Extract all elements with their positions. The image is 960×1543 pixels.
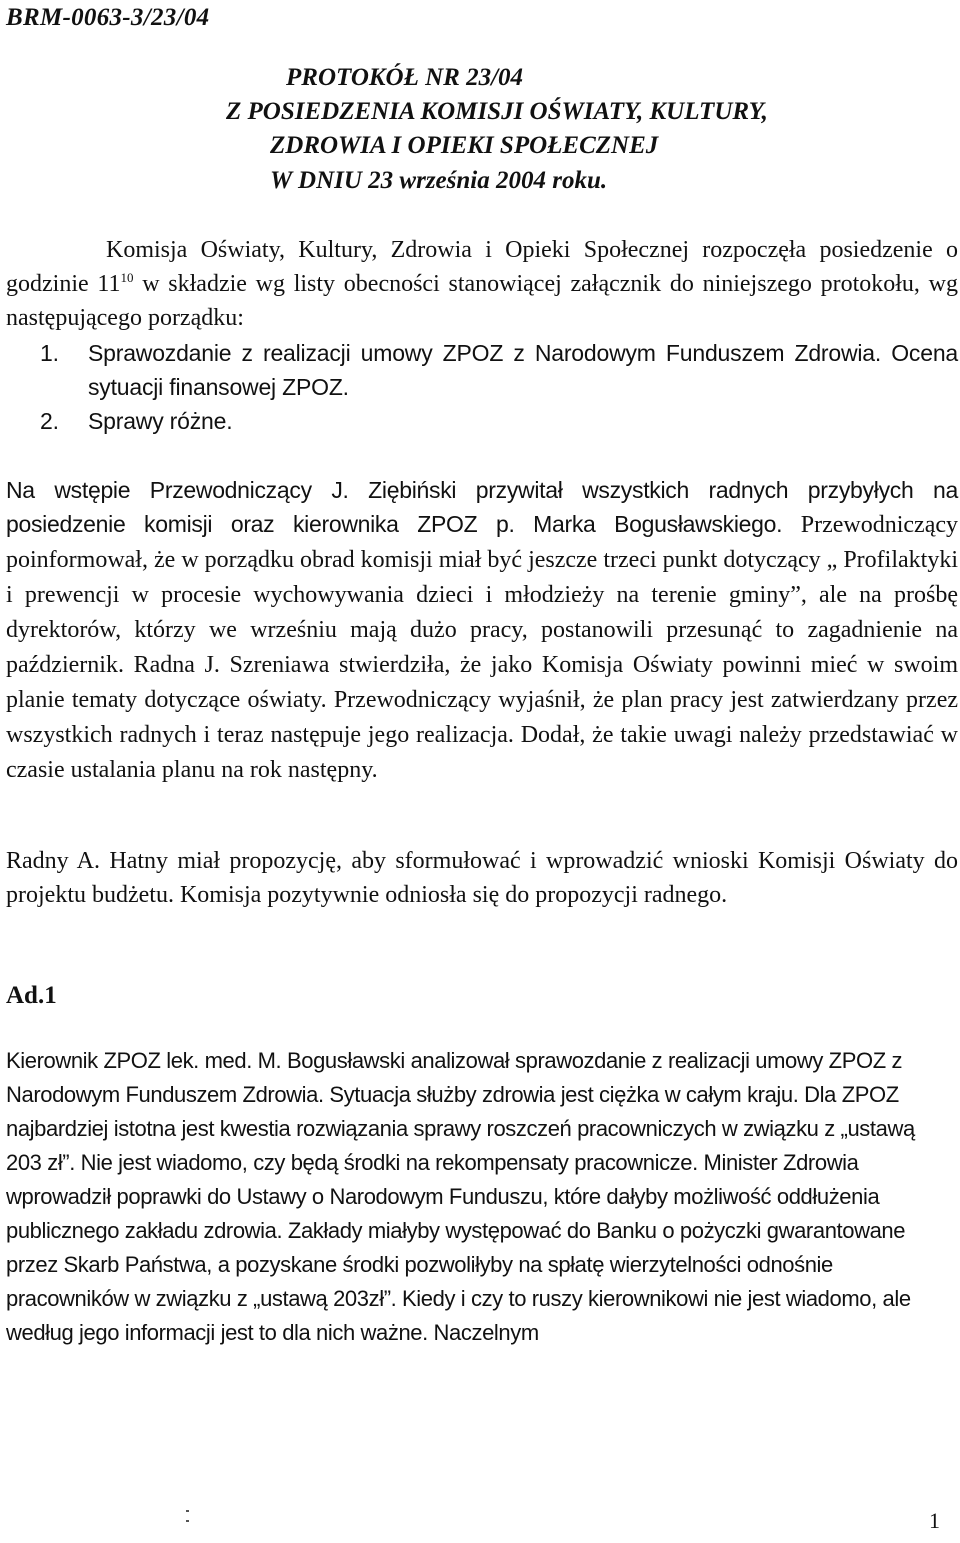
- agenda-item-number: 2.: [40, 408, 59, 434]
- agenda-item-text: Sprawy różne.: [88, 408, 233, 434]
- title-line-2: Z POSIEDZENIA KOMISJI OŚWIATY, KULTURY,: [226, 98, 768, 125]
- intro-time-superscript: 10: [120, 270, 134, 285]
- agenda-item-text: Sprawozdanie z realizacji umowy ZPOZ z Narodowym Funduszem Zdrowia. Ocena sytuacji finansowej ZPOZ.: [88, 340, 958, 400]
- page-number: 1: [929, 1508, 940, 1533]
- title-line-4: W DNIU 23 września 2004 roku.: [270, 167, 608, 194]
- title-line-3: ZDROWIA I OPIEKI SPOŁECZNEJ: [270, 132, 659, 159]
- agenda-item: [40, 336, 958, 404]
- section-heading-ad1: Ad.1: [6, 982, 57, 1009]
- opening-discussion-text: Przewodniczący poinformował, że w porządku obrad komisji miał być jeszcze trzeci punkt dotyczący „ Profilaktyki i prewencji w procesie wychowywania dzieci i młodzieży na terenie gminy”, ale na prośbę dyrektorów, którzy we wrześniu mają dużo pracy, postanowili przesunąć to zagadnienie na październik. Radna J. Szreniawa stwierdziła, że jako Komisja Oświaty powinni mieć w swoim planie tematy dotyczące oświaty. Przewodniczący wyjaśnił, że plan pracy jest zatwierdzany przez wszystkich radnych i teraz następuje jego realizacja. Dodał, że takie uwagi należy przedstawiać w czasie ustalania planu na rok następny.: [6, 512, 958, 783]
- agenda-list: [40, 336, 958, 438]
- budget-proposal-paragraph: Radny A. Hatny miał propozycję, aby sformułować i wprowadzić wnioski Komisji Oświaty do projektu budżetu. Komisja pozytywnie odniosła się do propozycji radnego.: [6, 848, 958, 908]
- intro-text-part1: Komisja Oświaty, Kultury, Zdrowia i Opieki Społecznej rozpoczęła posiedzenie o godzinie 11: [6, 237, 958, 297]
- title-line-1: PROTOKÓŁ NR 23/04: [286, 64, 524, 91]
- agenda-item-number: 1.: [40, 340, 59, 366]
- agenda-item: [40, 404, 958, 438]
- opening-greeting-text: Na wstępie Przewodniczący J. Ziębiński przywitał wszystkich radnych przybyłych na posiedzenie komisji oraz kierownika ZPOZ p. Marka Bogusławskiego.: [6, 477, 958, 537]
- opening-paragraph: [6, 473, 958, 787]
- scan-speck: [186, 1520, 189, 1522]
- intro-text-part2: w składzie wg listy obecności stanowiącej załącznik do niniejszego protokołu, wg następującego porządku:: [6, 271, 958, 331]
- document-reference: BRM-0063-3/23/04: [6, 4, 210, 31]
- scan-speck: [186, 1510, 189, 1512]
- intro-paragraph: [6, 233, 958, 335]
- report-paragraph: Kierownik ZPOZ lek. med. M. Bogusławski analizował sprawozdanie z realizacji umowy ZPOZ z Narodowym Funduszem Zdrowia. Sytuacja służby zdrowia jest ciężka w całym kraju. Dla ZPOZ najbardziej istotna jest kwestia rozwiązania sprawy roszczeń pracowniczych w związku z „ustawą 203 zł”. Nie jest wiadomo, czy będą środki na rekompensaty pracownicze. Minister Zdrowia wprowadził poprawki do Ustawy o Narodowym Funduszu, które dałyby możliwość oddłużenia publicznego zakładu zdrowia. Zakłady miałyby występować do Banku o pożyczki gwarantowane przez Skarb Państwa, a pozyskane środki pozwoliłyby na spłatę wierzytelności odnośnie pracowników w związku z „ustawą 203zł”. Kiedy i czy to ruszy kierownikowi nie jest wiadomo, ale według jego informacji jest to dla nich ważne. Naczelnym: [6, 1048, 915, 1345]
